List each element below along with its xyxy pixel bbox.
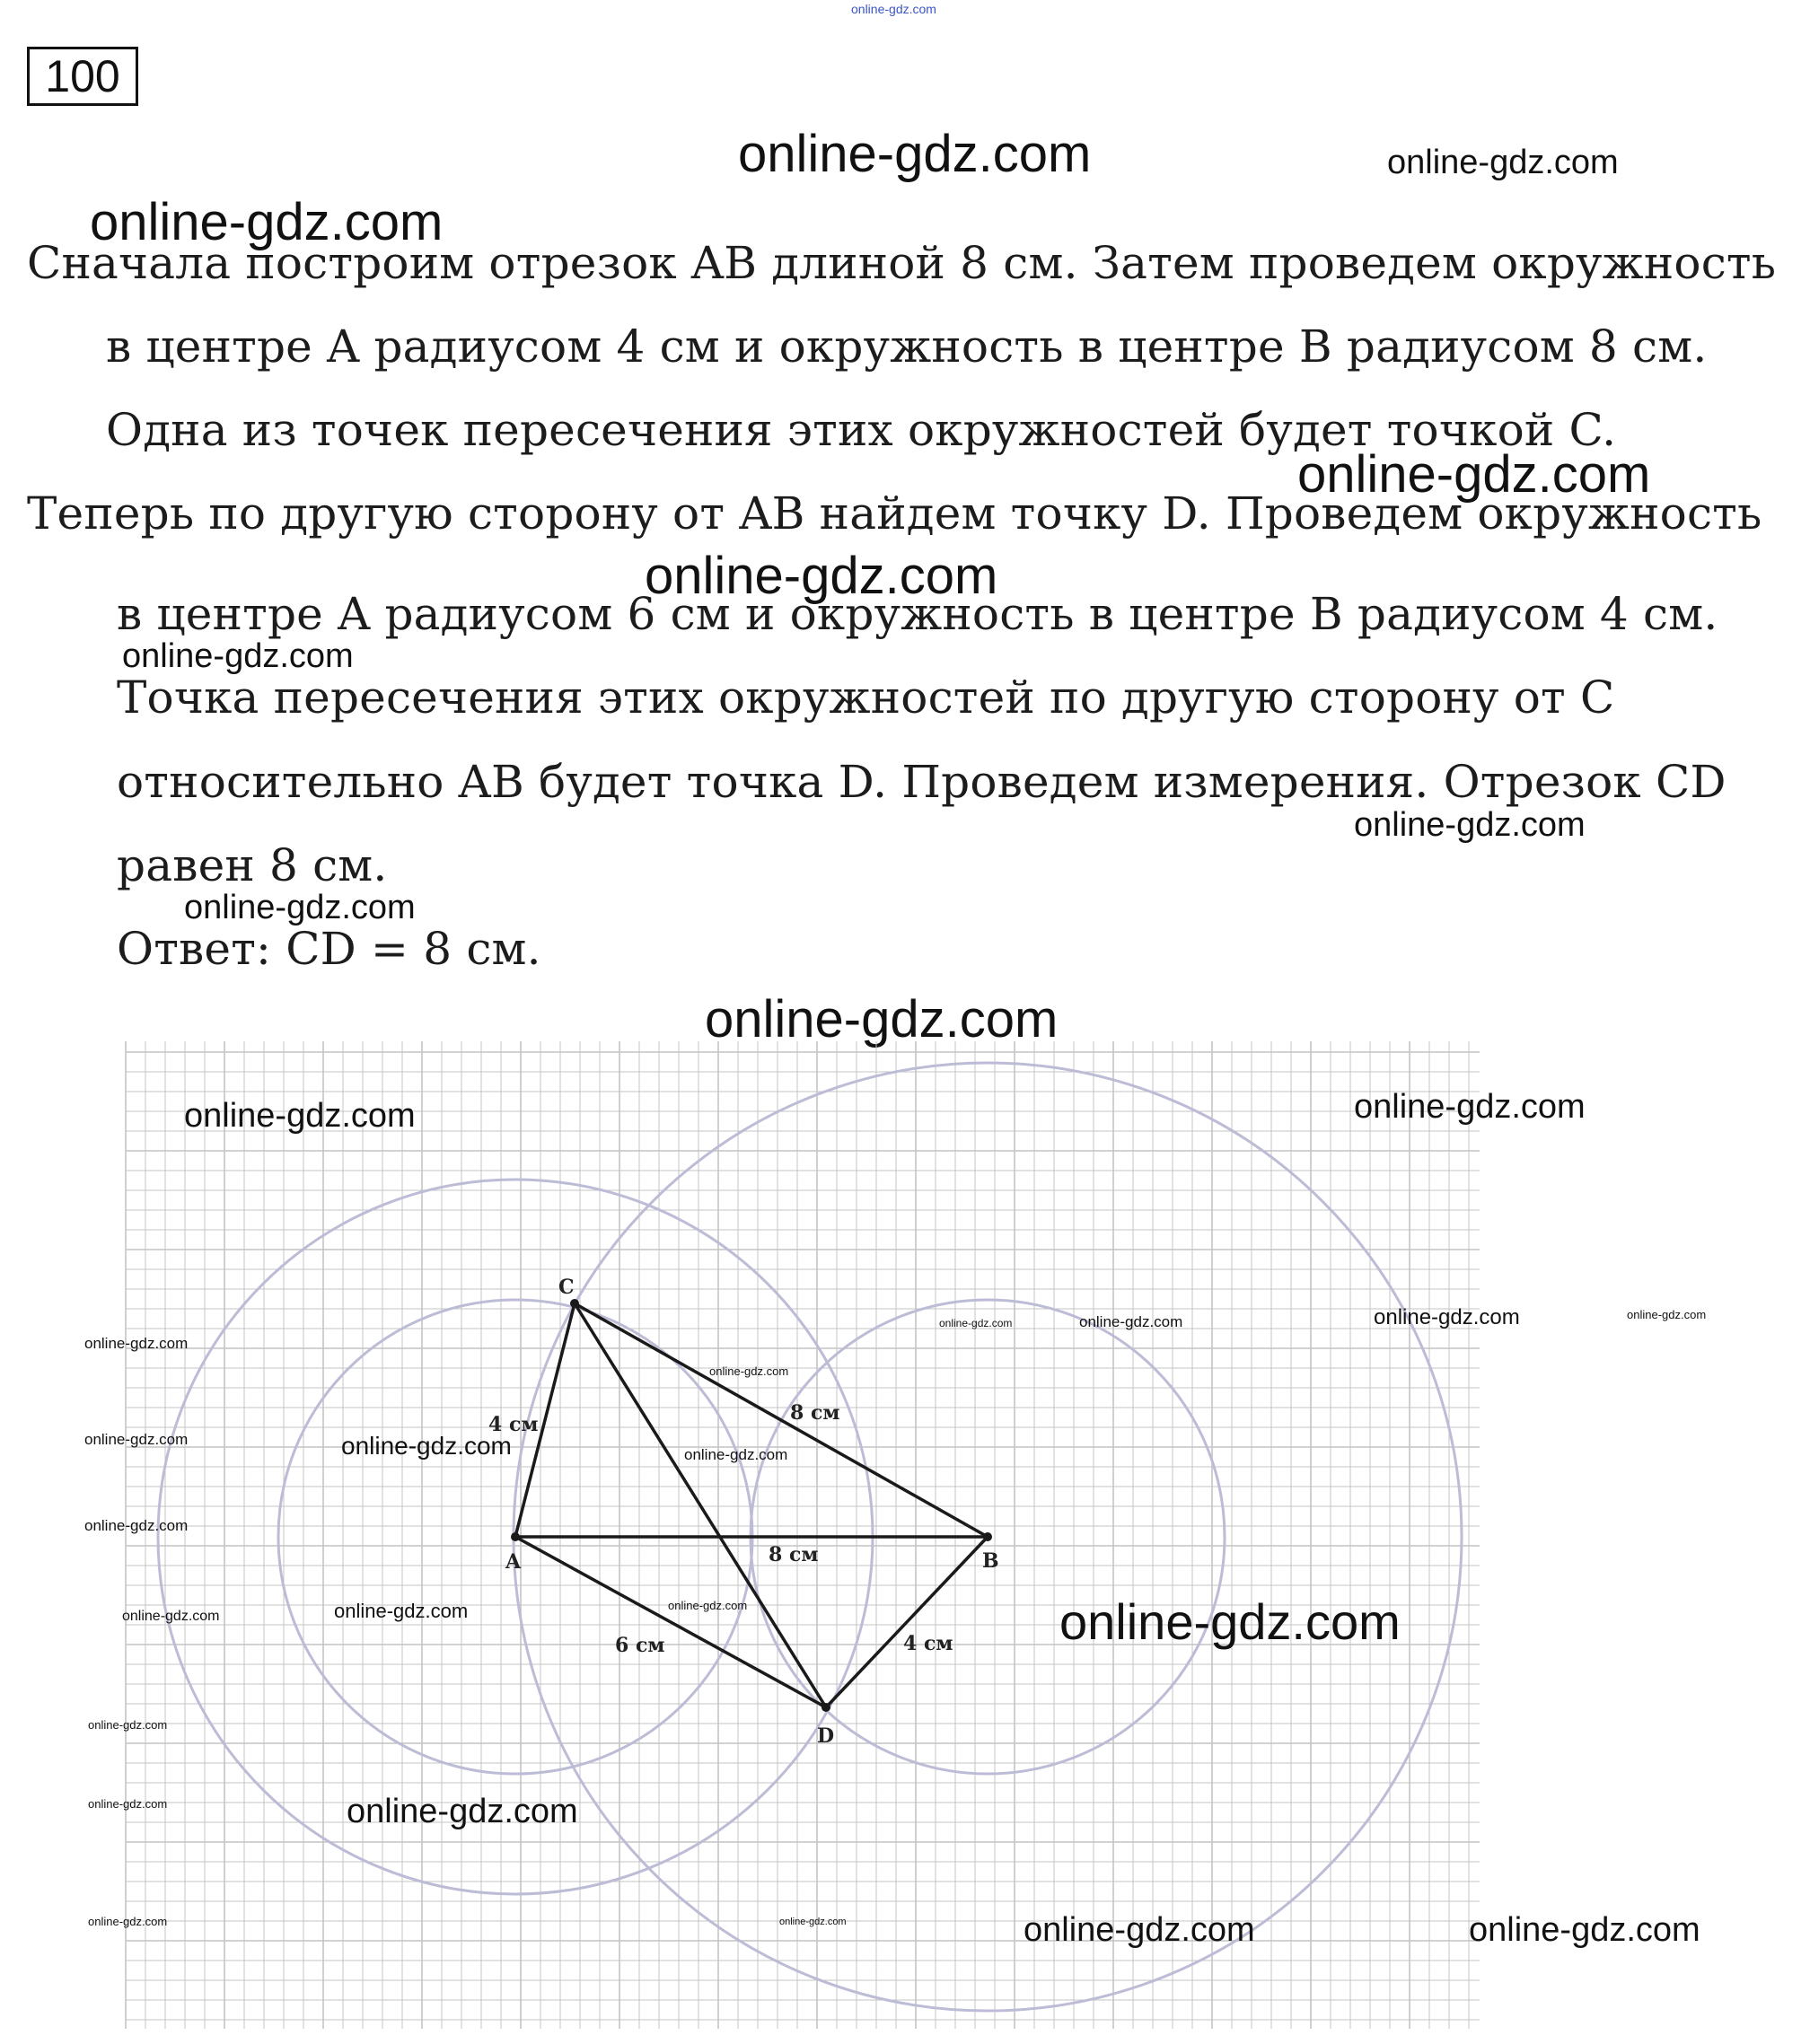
watermark: online-gdz.com <box>84 1431 189 1448</box>
label-ad-length: 6 см <box>615 1634 665 1657</box>
grid-paper <box>126 1041 1480 2029</box>
watermark: online-gdz.com <box>84 1335 189 1352</box>
watermark: online-gdz.com <box>1354 1088 1586 1126</box>
segment-bc <box>575 1303 988 1537</box>
watermark: online-gdz.com <box>1024 1911 1255 1949</box>
segment-bd <box>826 1537 988 1707</box>
solution-line-2: в центре A радиусом 4 см и окружность в центре B радиусом 8 см. <box>106 320 1708 373</box>
watermark: online-gdz.com <box>341 1432 512 1460</box>
top-site-tag: online-gdz.com <box>851 2 936 16</box>
watermark: online-gdz.com <box>1387 144 1619 181</box>
solution-line-4: Теперь по другую сторону от AB найдем точку D. Проведем окружность <box>27 487 1762 540</box>
label-c: C <box>558 1276 575 1299</box>
watermark: online-gdz.com <box>684 1446 788 1463</box>
watermark: online-gdz.com <box>84 1517 189 1534</box>
solution-line-7: относительно AB будет точка D. Проведем измерения. Отрезок CD <box>117 756 1727 808</box>
watermark: online-gdz.com <box>1354 806 1586 844</box>
label-bd-length: 4 см <box>903 1632 953 1655</box>
solution-line-8: равен 8 см. <box>117 839 388 891</box>
label-d: D <box>817 1724 835 1748</box>
watermark: online-gdz.com <box>88 1915 168 1928</box>
watermark: online-gdz.com <box>334 1600 469 1622</box>
watermark: online-gdz.com <box>122 1609 220 1624</box>
point-d <box>822 1703 830 1712</box>
watermark: online-gdz.com <box>1059 1593 1401 1650</box>
watermark: online-gdz.com <box>347 1793 578 1830</box>
answer-line: Ответ: CD = 8 см. <box>117 923 541 975</box>
label-bc-length: 8 см <box>790 1401 840 1425</box>
watermark: online-gdz.com <box>88 1797 168 1811</box>
watermark: online-gdz.com <box>645 547 998 605</box>
watermark: online-gdz.com <box>1469 1911 1700 1949</box>
watermark: online-gdz.com <box>738 125 1092 183</box>
point-a <box>511 1532 520 1541</box>
watermark: online-gdz.com <box>184 1097 416 1135</box>
point-c <box>570 1299 579 1308</box>
watermark: online-gdz.com <box>939 1317 1013 1329</box>
watermark: online-gdz.com <box>668 1599 748 1612</box>
watermark: online-gdz.com <box>709 1364 789 1378</box>
watermark: online-gdz.com <box>184 889 416 926</box>
watermark: online-gdz.com <box>779 1917 847 1927</box>
label-ac-length: 4 см <box>488 1413 539 1436</box>
watermark: online-gdz.com <box>705 990 1059 1048</box>
watermark: online-gdz.com <box>1627 1308 1707 1321</box>
problem-number-box: 100 <box>27 47 138 106</box>
solution-line-6: Точка пересечения этих окружностей по другую сторону от C <box>117 671 1615 724</box>
watermark: online-gdz.com <box>88 1718 168 1732</box>
construction-figure <box>84 1041 1707 2034</box>
watermark: online-gdz.com <box>122 637 354 675</box>
label-ab-length: 8 см <box>769 1543 819 1566</box>
solution-line-1: Сначала построим отрезок AB длиной 8 см. Затем проведем окружность <box>27 237 1777 289</box>
solution-line-5: в центре A радиусом 6 см и окружность в центре B радиусом 4 см. <box>117 588 1718 640</box>
figure-watermarks <box>84 1088 1706 1949</box>
watermark: online-gdz.com <box>1297 445 1651 504</box>
watermark: online-gdz.com <box>1079 1313 1183 1330</box>
solution-line-3: Одна из точек пересечения этих окружностей будет точкой C. <box>106 404 1617 456</box>
label-a: A <box>505 1550 522 1574</box>
watermark: online-gdz.com <box>90 193 444 251</box>
watermark: online-gdz.com <box>1374 1305 1520 1329</box>
label-b: B <box>982 1549 999 1573</box>
segment-labels <box>488 1401 953 1657</box>
point-b <box>983 1532 992 1541</box>
